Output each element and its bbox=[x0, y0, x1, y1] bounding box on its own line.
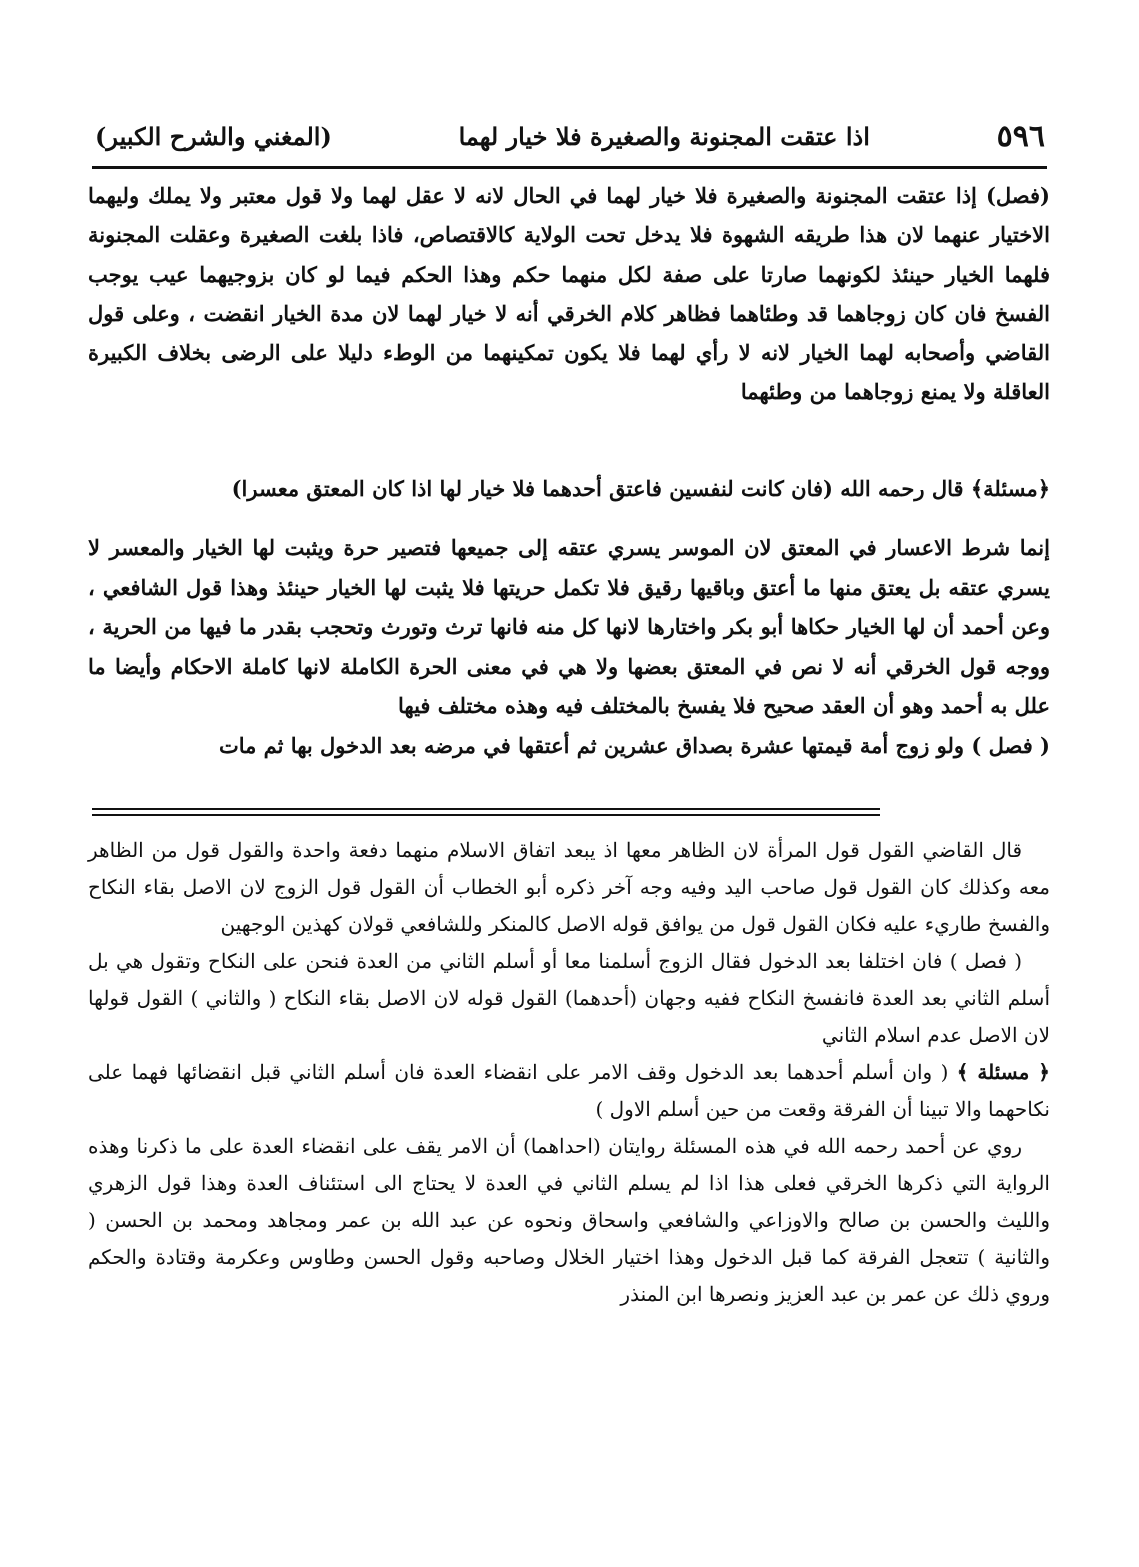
masala-marker: ﴿ مسئلة ﴾ bbox=[956, 1060, 1051, 1084]
sharh-kabir-text bbox=[88, 832, 1050, 1313]
running-title: اذا عتقت المجنونة والصغيرة فلا خيار لهما bbox=[458, 121, 870, 151]
mughni-text-commentary bbox=[88, 528, 1050, 765]
masala-text: ( وان أسلم أحدهما بعد الدخول وقف الامر على انقضاء العدة فان أسلم الثاني قبل انقضائها فهما على نكاحهما والا تبينا أن الفرقة وقعت من حين أسلم الاول ) bbox=[88, 1060, 1050, 1121]
page-header bbox=[95, 108, 1045, 164]
section-divider-second-line bbox=[92, 814, 880, 816]
lower-paragraph-2: ( فصل ) فان اختلفا بعد الدخول فقال الزوج أسلمنا معا أو أسلم الثاني من العدة فنحن على النكاح وتقول هي بل أسلم الثاني بعد العدة فانفسخ النكاح ففيه وجهان (أحدهما) القول قوله لان الاصل بقاء النكاح ( والثاني ) القول قولها لان الاصل عدم اسلام الثاني bbox=[88, 949, 1050, 1047]
masala-line: ﴿مسئلة﴾ قال رحمه الله (فان كانت لنفسين فاعتق أحدهما فلا خيار لها اذا كان المعتق معسرا) bbox=[231, 476, 1050, 501]
issue-heading bbox=[88, 469, 1050, 508]
page-number: ٥٩٦ bbox=[996, 118, 1045, 154]
lower-paragraph-1: قال القاضي القول قول المرأة لان الظاهر معها اذ يبعد اتفاق الاسلام منهما دفعة واحدة والقول قول من الظاهر معه وكذلك كان القول قول صاحب اليد وفيه وجه آخر ذكره أبو الخطاب أن القول قول الزوج لان الاصل بقاء النكاح والفسخ طاريء عليه فكان القول قول من يوافق قوله الاصل كالمنكر وللشافعي قولان كهذين الوجهين bbox=[88, 838, 1050, 936]
header-rule bbox=[92, 166, 1047, 169]
book-title: (المغني والشرح الكبير) bbox=[95, 121, 332, 151]
fasl-paragraph: (فصل) إذا عتقت المجنونة والصغيرة فلا خيار لهما في الحال لانه لا عقل لهما ولا قول معتبر ولا يملك وليهما الاختيار عنهما لان هذا طريقه الشهوة فلا يدخل تحت الولاية كالاقتصاص، فاذا بلغت الصغيرة وعقلت المجنونة فلهما الخيار حينئذ لكونهما صارتا على صفة لكل منهما حكم وهذا الحكم فيما لو كان بزوجيهما عيب يوجب الفسخ فان كان زوجاهما قد وطئاهما فظاهر كلام الخرقي أنه لا خيار لهما لان مدة الخيار انقضت ، وعلى قول القاضي وأصحابه لهما الخيار لانه لا رأي لهما فلا يكون تمكينهما من الوطء دليلا على الرضى بخلاف الكبيرة العاقلة ولا يمنع زوجاهما من وطئهما bbox=[88, 183, 1050, 405]
mughni-text-upper bbox=[88, 176, 1050, 412]
lower-paragraph-4: روي عن أحمد رحمه الله في هذه المسئلة روايتان (احداهما) أن الامر يقف على انقضاء العدة على ما ذكرنا وهذه الرواية التي ذكرها الخرقي فعلى هذا اذا لم يسلم الثاني في العدة لا يحتاج الى استئناف العدة وهذا قول الزهري والليث والحسن بن صالح والاوزاعي والشافعي واسحاق ونحوه عن عبد الله بن عمر ومجاهد ومحمد بن الحسن ( والثانية ) تتعجل الفرقة كما قبل الدخول وهذا اختيار الخلال وصاحبه وقول الحسن وطاوس وعكرمة وقتادة والحكم وروي ذلك عن عمر بن عبد العزيز ونصرها ابن المنذر bbox=[88, 1134, 1050, 1306]
section-divider bbox=[92, 808, 880, 810]
fasl-paragraph-2: ( فصل ) ولو زوج أمة قيمتها عشرة بصداق عشرين ثم أعتقها في مرضه بعد الدخول بها ثم مات bbox=[218, 732, 1050, 758]
commentary-paragraph: إنما شرط الاعسار في المعتق لان الموسر يسري عتقه إلى جميعها فتصير حرة ويثبت لها الخيار والمعسر لا يسري عتقه بل يعتق منها ما أعتق وباقيها رقيق فلا تكمل حريتها فلا يثبت لها الخيار حينئذ وهذا قول الشافعي ، وعن أحمد أن لها الخيار حكاها أبو بكر واختارها لانها كل منه فانها ترث وتورث وتحجب بقدر ما فيها من الحرية ، ووجه قول الخرقي أنه لا نص في المعتق بعضها ولا هي في معنى الحرة الكاملة لانها كاملة الاحكام وأيضا ما علل به أحمد وهو أن العقد صحيح فلا يفسخ بالمختلف فيه وهذه مختلف فيها bbox=[88, 535, 1050, 718]
lower-paragraph-3 bbox=[88, 1054, 1050, 1128]
